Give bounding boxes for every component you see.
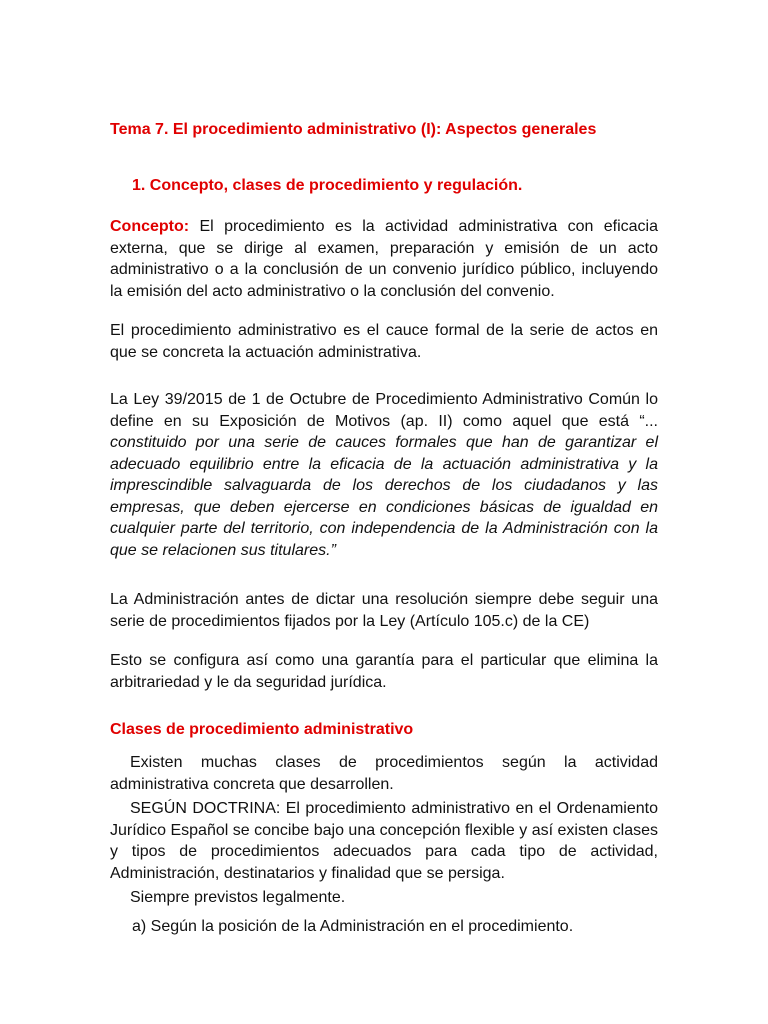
list-item-a: a) Según la posición de la Administración en el procedimiento. — [132, 918, 574, 935]
concepto-label: Concepto: — [110, 218, 190, 235]
concepto-text: El procedimiento es la actividad administrativa con eficacia externa, que se dirige al examen, preparación y emisión de un acto administrativo o a la conclusión de un convenio jurídico público, incluyendo la emisión del acto administrativo o la conclusión del convenio. — [110, 218, 659, 300]
ley-quote-text: constituido por una serie de cauces formales que han de garantizar el adecuado equilibrio entre la eficacia de la actuación administrativa y la imprescindible salvaguarda de los derechos de los ciudadanos y las empresas, que deben ejercerse en condiciones básicas de igualdad en cualquier parte del territorio, con independencia de la Administración con la que se relacionen sus titulares.” — [110, 434, 658, 559]
section-heading-concepto: 1. Concepto, clases de procedimiento y regulación. — [132, 177, 523, 194]
paragraph-cauce-formal: El procedimiento administrativo es el cauce formal de la serie de actos en que se concreta la actuación administrativa. — [110, 322, 658, 361]
paragraph-segun-doctrina: SEGÚN DOCTRINA: El procedimiento administrativo en el Ordenamiento Jurídico Español se concibe bajo una concepción flexible y así existen clases y tipos de procedimientos adecuados para cada tipo de actividad, Administración, destinatarios y finalidad que se persiga. — [110, 800, 658, 882]
paragraph-garantia: Esto se configura así como una garantía para el particular que elimina la arbitrariedad y le da seguridad jurídica. — [110, 652, 658, 691]
paragraph-resolucion: La Administración antes de dictar una resolución siempre debe seguir una serie de procedimientos fijados por la Ley (Artículo 105.c) de la CE) — [110, 591, 658, 630]
ley-intro-text: La Ley 39/2015 de 1 de Octubre de Procedimiento Administrativo Común lo define en su Exposición de Motivos (ap. II) como aquel que está “... — [110, 391, 658, 430]
document-title: Tema 7. El procedimiento administrativo (I): Aspectos generales — [110, 121, 597, 138]
paragraph-ley-39-2015 — [110, 389, 658, 561]
paragraph-concepto — [110, 216, 658, 302]
paragraph-existen-clases: Existen muchas clases de procedimientos según la actividad administrativa concreta que desarrollen. — [110, 754, 658, 793]
paragraph-previstos-legalmente: Siempre previstos legalmente. — [130, 889, 346, 906]
section-heading-clases: Clases de procedimiento administrativo — [110, 721, 414, 738]
